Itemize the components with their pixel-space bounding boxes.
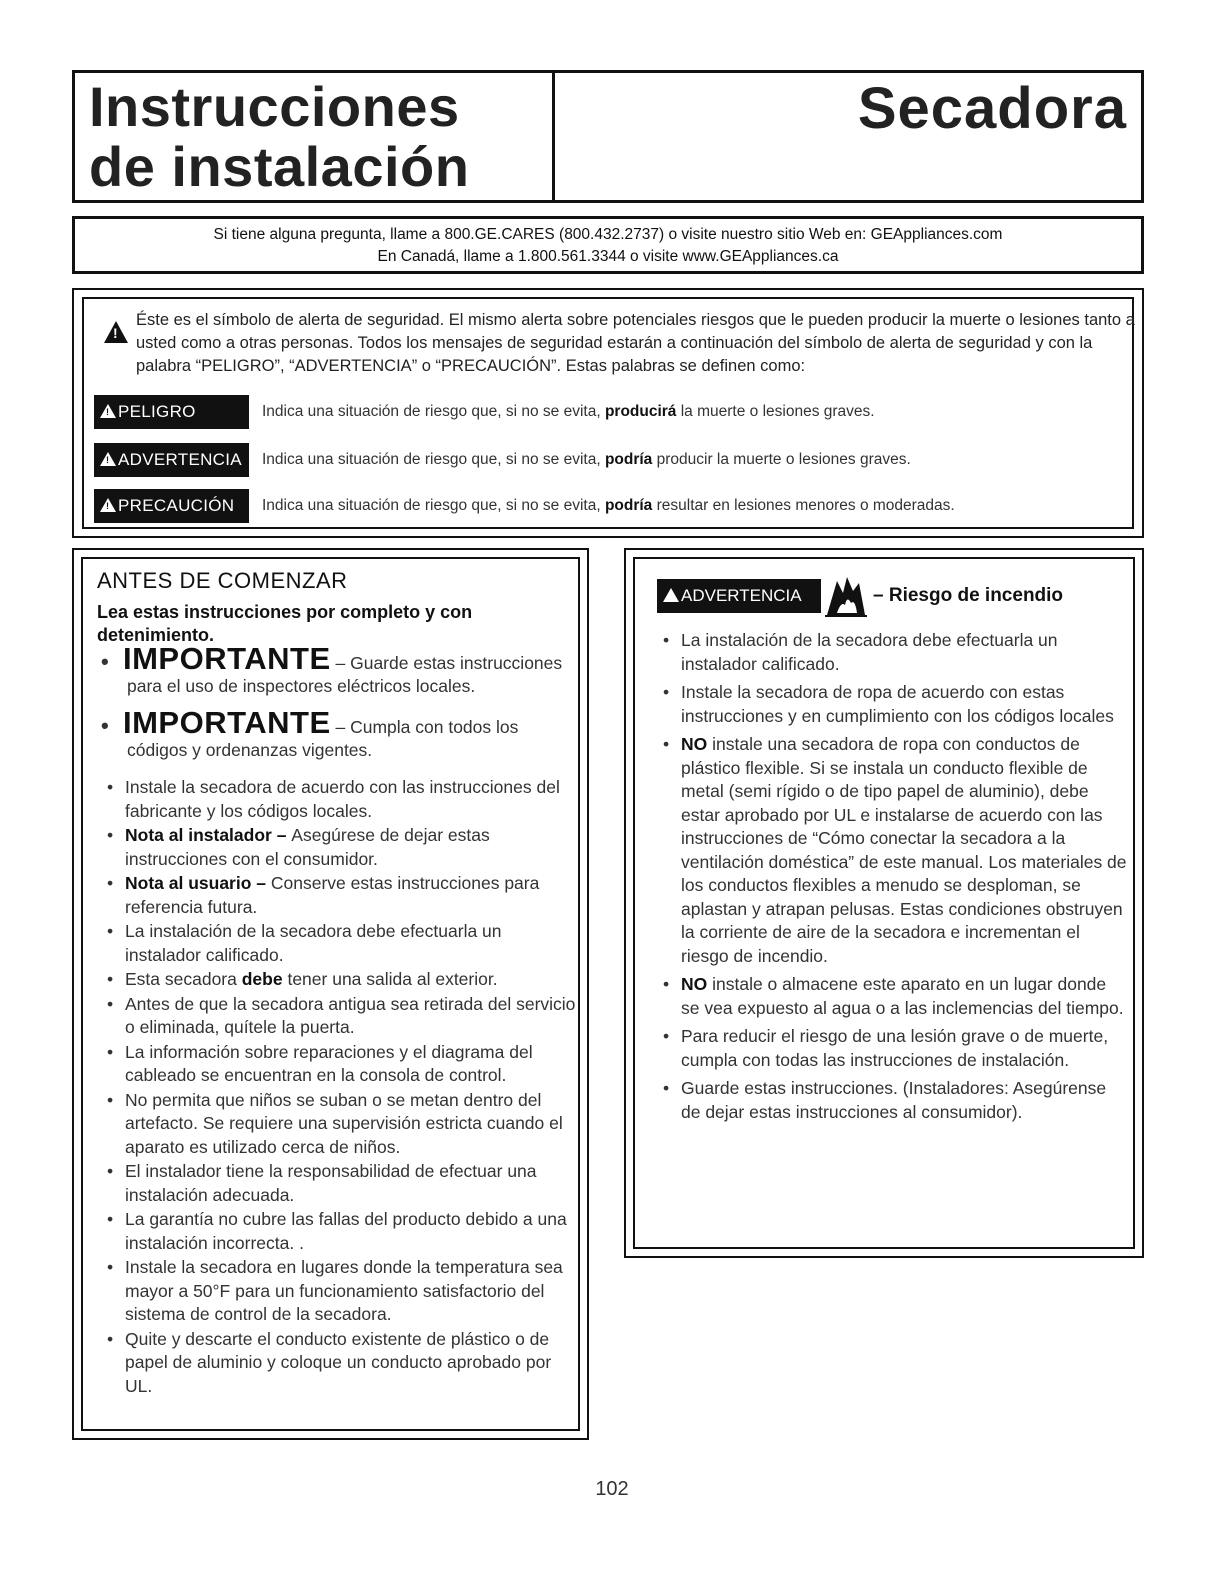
signal-row-peligro (94, 395, 1114, 431)
section-title: ANTES DE COMENZAR (97, 568, 348, 593)
precaucion-badge: !PRECAUCIÓN (94, 489, 249, 523)
signal-row-precaucion (94, 489, 1114, 525)
safety-intro: Éste es el símbolo de alerta de seguridad. El mismo alerta sobre potenciales riesgos que le pueden producir la muerte o lesiones tanto a usted como a otras personas. Todos los mensajes de seguridad estarán a continuación del símbolo de alerta de seguridad y con la palabra “PELIGRO”, “ADVERTENCIA” o “PRECAUCIÓN”. Estas palabras se definen como: (136, 311, 1135, 375)
list-item: • Quite y descarte el conducto existente de plástico o de papel de aluminio y coloque un conducto aprobado por UL. (101, 1328, 581, 1399)
signal-row-advertencia (94, 443, 1114, 479)
peligro-description: Indica una situación de riesgo que, si no se evita, producirá la muerte o lesiones graves. (262, 403, 875, 420)
list-item: • No permita que niños se suban o se metan dentro del artefacto. Se requiere una supervisión estricta cuando el aparato es utilizado cerca de niños. (101, 1089, 581, 1160)
contact-line-1: Si tiene alguna pregunta, llame a 800.GE.CARES (800.432.2737) o visite nuestro sitio Web en: GEAppliances.com (213, 226, 1003, 243)
list-item: • Instale la secadora de ropa de acuerdo con estas instrucciones y en cumplimiento con los códigos locales (657, 681, 1127, 728)
list-item: • Esta secadora debe tener una salida al exterior. (101, 968, 581, 992)
lead-text: Lea estas instrucciones por completo y con detenimiento. (97, 602, 473, 645)
advertencia-description: Indica una situación de riesgo que, si no se evita, podría producir la muerte o lesiones graves. (262, 451, 911, 468)
list-item: • Antes de que la secadora antigua sea retirada del servicio o eliminada, quítele la puerta. (101, 993, 581, 1040)
product-title: Secadora (857, 76, 1127, 141)
list-item: • La garantía no cubre las fallas del producto debido a una instalación incorrecta. . (101, 1208, 581, 1255)
title-line-1: Instrucciones (89, 75, 460, 138)
warning-triangle-icon (100, 452, 116, 466)
fire-warning-box (624, 548, 1144, 1258)
safety-alert-icon (104, 321, 128, 343)
fire-inner-frame (633, 557, 1135, 1249)
list-item: • Nota al usuario – Conserve estas instrucciones para referencia futura. (101, 872, 581, 919)
list-item: • La instalación de la secadora debe efectuarla un instalador calificado. (657, 629, 1127, 676)
list-item: • NO instale o almacene este aparato en un lugar donde se vea expuesto al agua o a las inclemencias del tiempo. (657, 973, 1127, 1020)
peligro-badge: !PELIGRO (94, 395, 249, 429)
list-item: • La instalación de la secadora debe efectuarla un instalador calificado. (101, 920, 581, 967)
header (72, 70, 1144, 203)
safety-inner-frame (82, 297, 1134, 529)
advertencia-badge: !ADVERTENCIA (94, 443, 249, 477)
before-list (101, 776, 581, 1399)
list-item: • Nota al instalador – Asegúrese de dejar estas instrucciones con el consumidor. (101, 824, 581, 871)
title-line-2: de instalación (89, 135, 470, 198)
before-inner-frame (81, 557, 580, 1431)
fire-icon (823, 573, 869, 617)
list-item: • Instale la secadora en lugares donde la temperatura sea mayor a 50°F para un funcionamiento satisfactorio del sistema de control de la secadora. (101, 1256, 581, 1327)
list-item: • Guarde estas instrucciones. (Instaladores: Asegúrense de dejar estas instrucciones al consumidor). (657, 1077, 1127, 1124)
list-item: • Instale la secadora de acuerdo con las instrucciones del fabricante y los códigos locales. (101, 776, 581, 823)
before-you-begin-box (72, 548, 589, 1440)
fire-list (657, 629, 1127, 1129)
advertencia-fire-badge: ADVERTENCIA (657, 579, 821, 613)
list-item: • Para reducir el riesgo de una lesión grave o de muerte, cumpla con todas las instrucciones de instalación. (657, 1025, 1127, 1072)
header-product-block (555, 73, 1141, 200)
list-item: • NO instale una secadora de ropa con conductos de plástico flexible. Si se instala un conducto flexible de metal (semi rígido o de tipo papel de aluminio), debe estar aprobado por UL e instalarse de acuerdo con las instrucciones de “Cómo conectar la secadora a la ventilación doméstica” de este manual. Los materiales de los conductos flexibles a menudo se desploman, se aplastan y atrapan pelusas. Estas condiciones obstruyen la corriente de aire de la secadora e incrementan el riesgo de incendio. (657, 733, 1127, 968)
header-title-block (75, 73, 555, 200)
important-note-1: • IMPORTANTE – Guarde estas instrucciones para el uso de inspectores eléctricos locales. (101, 641, 563, 696)
contact-line-2: En Canadá, llame a 1.800.561.3344 o visite www.GEAppliances.ca (377, 248, 839, 265)
contact-box (72, 216, 1144, 274)
warning-triangle-icon (663, 588, 679, 602)
warning-triangle-icon (100, 498, 116, 512)
page-number: 102 (595, 1478, 629, 1500)
warning-triangle-icon (100, 404, 116, 418)
fire-risk-title: – Riesgo de incendio (873, 585, 1064, 606)
important-note-2: • IMPORTANTE – Cumpla con todos los códigos y ordenanzas vigentes. (101, 705, 519, 760)
list-item: • La información sobre reparaciones y el diagrama del cableado se encuentran en la consola de control. (101, 1041, 581, 1088)
safety-box (72, 288, 1144, 538)
precaucion-description: Indica una situación de riesgo que, si no se evita, podría resultar en lesiones menores o moderadas. (262, 497, 955, 514)
list-item: • El instalador tiene la responsabilidad de efectuar una instalación adecuada. (101, 1160, 581, 1207)
